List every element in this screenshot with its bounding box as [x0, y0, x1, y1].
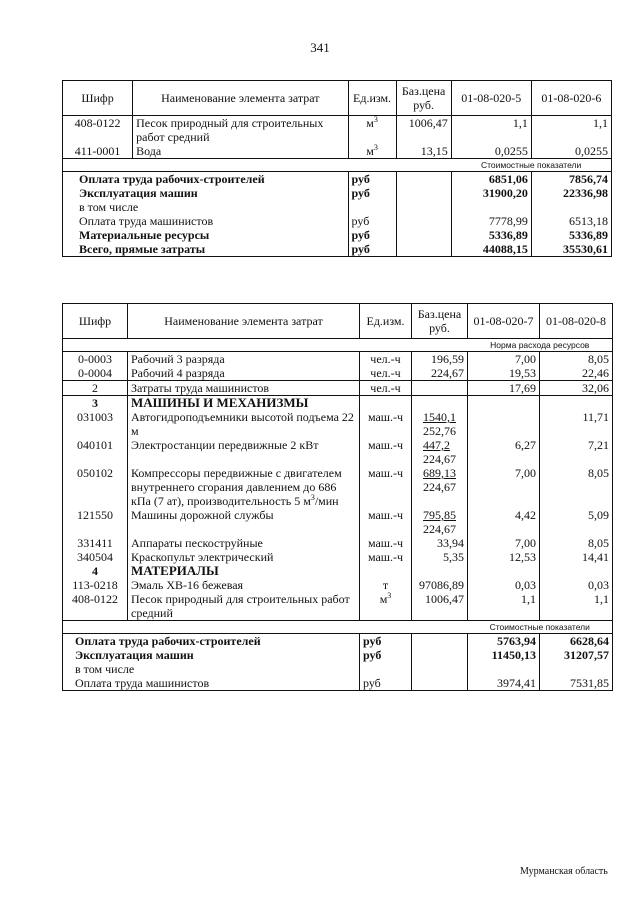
table-row	[63, 438, 613, 466]
value-cell: 8,05	[540, 352, 613, 367]
table-row	[63, 466, 613, 508]
table-row	[63, 592, 613, 621]
name-cell: Электростанции передвижные 2 кВт	[128, 438, 360, 466]
col-header-01-08-020-7: 01-08-020-7	[468, 304, 540, 339]
value-cell: 5336,89	[451, 228, 531, 242]
code-cell: 0-0004	[63, 366, 128, 381]
value-cell: 0,0255	[451, 144, 531, 159]
col-header-code: Шифр	[63, 81, 133, 116]
price-cell: 5,35	[412, 550, 468, 564]
value-cell: 7,00	[468, 466, 540, 508]
code-cell: 4	[63, 564, 128, 578]
name-cell: Песок природный для строительных работ средний	[133, 116, 348, 145]
unit-cell: маш.-ч	[360, 508, 412, 536]
value-cell: 3974,41	[468, 676, 540, 691]
value-cell: 44088,15	[451, 242, 531, 257]
value-cell: 32,06	[540, 381, 613, 396]
code-cell: 0-0003	[63, 352, 128, 367]
code-cell: 408-0122	[63, 592, 128, 621]
value-cell: 1,1	[468, 592, 540, 621]
value-cell: 1,1	[451, 116, 531, 145]
unit-cell: чел.-ч	[360, 352, 412, 367]
price-cell	[412, 396, 468, 411]
table-row	[63, 144, 612, 159]
code-cell: 040101	[63, 438, 128, 466]
footer-region: Мурманская область	[520, 866, 608, 877]
name-cell: Песок природный для строительных работ средний	[128, 592, 360, 621]
name-cell: Краскопульт электрический	[128, 550, 360, 564]
name-cell: Автогидроподъемники высотой подъема 22 м	[128, 410, 360, 438]
price-cell	[412, 648, 468, 662]
value-cell: 35530,61	[531, 242, 611, 257]
unit-cell: $м^3$	[348, 144, 396, 159]
col-header-name: Наименование элемента затрат	[128, 304, 360, 339]
price-cell	[396, 242, 451, 257]
summary-row	[63, 662, 613, 676]
code-cell: 2	[63, 381, 128, 396]
base-price-machinist: 252,76	[423, 424, 456, 438]
cost-indicators-label: Стоимостные показатели	[468, 621, 613, 634]
value-cell: 11,71	[540, 410, 613, 438]
unit-cell: $м^3$	[360, 592, 412, 621]
summary-name: Всего, прямые затраты	[79, 242, 206, 256]
unit-superscript: 3	[373, 115, 378, 124]
base-price: 689,13	[423, 466, 456, 480]
summary-name: в том числе	[79, 200, 139, 214]
price-cell	[412, 381, 468, 396]
col-header-01-08-020-6: 01-08-020-6	[531, 81, 611, 116]
unit-cell	[348, 200, 396, 214]
value-cell	[451, 200, 531, 214]
table-row	[63, 536, 613, 550]
value-cell: 4,42	[468, 508, 540, 536]
value-cell: 12,53	[468, 550, 540, 564]
table-row	[63, 352, 613, 367]
table-row	[63, 410, 613, 438]
unit-cell: маш.-ч	[360, 410, 412, 438]
unit-cell: чел.-ч	[360, 381, 412, 396]
value-cell: 31207,57	[540, 648, 613, 662]
unit-cell	[360, 396, 412, 411]
col-header-price: Баз.цена руб.	[412, 304, 468, 339]
price-cell: 33,94	[412, 536, 468, 550]
value-cell: 6,27	[468, 438, 540, 466]
value-cell: 11450,13	[468, 648, 540, 662]
value-cell: 5763,94	[468, 634, 540, 649]
cost-table-2	[62, 303, 613, 691]
base-price: 795,85	[423, 508, 456, 522]
price-cell	[396, 200, 451, 214]
unit-cell: руб	[348, 186, 396, 200]
value-cell	[468, 410, 540, 438]
value-cell: 6513,18	[531, 214, 611, 228]
value-cell	[540, 662, 613, 676]
unit-cell	[360, 564, 412, 578]
value-cell	[540, 564, 613, 578]
table-row	[63, 550, 613, 564]
unit-cell: руб	[360, 648, 412, 662]
value-cell: 0,03	[468, 578, 540, 592]
resource-norm-label: Норма расхода ресурсов	[468, 339, 613, 352]
table-row	[63, 116, 612, 145]
summary-row	[63, 242, 612, 257]
unit-superscript: 3	[373, 143, 378, 152]
unit-superscript: 3	[387, 591, 392, 600]
table-row	[63, 366, 613, 381]
col-header-01-08-020-8: 01-08-020-8	[540, 304, 613, 339]
value-cell: 0,0255	[531, 144, 611, 159]
value-cell: 5336,89	[531, 228, 611, 242]
name-cell: Затраты труда машинистов	[128, 381, 360, 396]
name-cell: Рабочий 4 разряда	[128, 366, 360, 381]
name-cell: МАШИНЫ И МЕХАНИЗМЫ	[128, 396, 360, 411]
col-header-01-08-020-5: 01-08-020-5	[451, 81, 531, 116]
summary-name: Эксплуатация машин	[75, 648, 194, 662]
summary-name: Оплата труда машинистов	[79, 214, 214, 228]
price-cell	[396, 172, 451, 187]
code-cell: 408-0122	[63, 116, 133, 145]
unit-cell: маш.-ч	[360, 550, 412, 564]
summary-name: Материальные ресурсы	[79, 228, 210, 242]
value-cell: 0,03	[540, 578, 613, 592]
price-cell	[412, 508, 468, 536]
value-cell: 7778,99	[451, 214, 531, 228]
value-cell	[468, 396, 540, 411]
price-cell	[412, 564, 468, 578]
table-row	[63, 564, 613, 578]
summary-name: Эксплуатация машин	[79, 186, 198, 200]
code-cell: 113-0218	[63, 578, 128, 592]
unit-cell: руб	[348, 172, 396, 187]
summary-name: в том числе	[75, 662, 135, 676]
price-cell: 224,67	[412, 366, 468, 381]
name-cell: Компрессоры передвижные с двигателем внутреннего сгорания давлением до 686 кПа (7 ат), производительность 5 $м^3$/мин	[128, 466, 360, 508]
price-cell	[412, 676, 468, 691]
price-cell: 1006,47	[412, 592, 468, 621]
unit-cell: руб	[348, 242, 396, 257]
price-cell	[412, 410, 468, 438]
value-cell: 6628,64	[540, 634, 613, 649]
summary-name: Оплата труда рабочих-строителей	[75, 634, 261, 648]
value-cell	[540, 396, 613, 411]
base-price: 447,2	[423, 438, 450, 452]
value-cell	[468, 564, 540, 578]
value-cell	[531, 200, 611, 214]
unit-cell: маш.-ч	[360, 536, 412, 550]
table-row	[63, 508, 613, 536]
price-cell: 196,59	[412, 352, 468, 367]
name-cell: Вода	[133, 144, 348, 159]
summary-row	[63, 634, 613, 649]
name-cell: МАТЕРИАЛЫ	[128, 564, 360, 578]
name-cell: Аппараты пескоструйные	[128, 536, 360, 550]
price-cell	[412, 662, 468, 676]
value-cell: 1,1	[531, 116, 611, 145]
unit-cell: $м^3$	[348, 116, 396, 145]
price-cell	[412, 634, 468, 649]
value-cell: 8,05	[540, 536, 613, 550]
price-cell: 1006,47	[396, 116, 451, 145]
price-cell: 97086,89	[412, 578, 468, 592]
unit-cell: т	[360, 578, 412, 592]
code-cell: 331411	[63, 536, 128, 550]
name-superscript: 3	[310, 493, 315, 502]
cost-indicators-label: Стоимостные показатели	[451, 159, 611, 172]
unit-cell: маш.-ч	[360, 466, 412, 508]
value-cell: 1,1	[540, 592, 613, 621]
value-cell: 17,69	[468, 381, 540, 396]
code-cell: 340504	[63, 550, 128, 564]
value-cell	[468, 662, 540, 676]
summary-row	[63, 186, 612, 200]
summary-row	[63, 648, 613, 662]
summary-row	[63, 228, 612, 242]
unit-cell: чел.-ч	[360, 366, 412, 381]
code-cell: 3	[63, 396, 128, 411]
code-cell: 411-0001	[63, 144, 133, 159]
value-cell: 6851,06	[451, 172, 531, 187]
value-cell: 14,41	[540, 550, 613, 564]
value-cell: 22,46	[540, 366, 613, 381]
code-cell: 050102	[63, 466, 128, 508]
price-cell	[396, 228, 451, 242]
unit-cell: руб	[360, 634, 412, 649]
summary-row	[63, 200, 612, 214]
unit-cell: руб	[348, 228, 396, 242]
value-cell: 31900,20	[451, 186, 531, 200]
value-cell: 5,09	[540, 508, 613, 536]
unit-cell: маш.-ч	[360, 438, 412, 466]
price-cell	[396, 214, 451, 228]
unit-cell: руб	[348, 214, 396, 228]
base-price-machinist: 224,67	[423, 480, 456, 494]
unit-cell: руб	[360, 676, 412, 691]
price-cell	[412, 438, 468, 466]
value-cell: 7,21	[540, 438, 613, 466]
base-price: 1540,1	[423, 410, 456, 424]
price-cell: 13,15	[396, 144, 451, 159]
table-row	[63, 381, 613, 396]
name-cell: Машины дорожной службы	[128, 508, 360, 536]
page-number: 341	[310, 40, 330, 55]
value-cell: 8,05	[540, 466, 613, 508]
base-price-machinist: 224,67	[423, 452, 456, 466]
price-cell	[396, 186, 451, 200]
name-cell: Рабочий 3 разряда	[128, 352, 360, 367]
table-row	[63, 396, 613, 411]
col-header-unit: Ед.изм.	[348, 81, 396, 116]
value-cell: 7,00	[468, 352, 540, 367]
col-header-name: Наименование элемента затрат	[133, 81, 348, 116]
price-cell	[412, 466, 468, 508]
name-cell: Эмаль ХВ-16 бежевая	[128, 578, 360, 592]
summary-row	[63, 172, 612, 187]
col-header-price: Баз.цена руб.	[396, 81, 451, 116]
code-cell: 121550	[63, 508, 128, 536]
summary-row	[63, 214, 612, 228]
col-header-code: Шифр	[63, 304, 128, 339]
summary-row	[63, 676, 613, 691]
value-cell: 7856,74	[531, 172, 611, 187]
value-cell: 7,00	[468, 536, 540, 550]
value-cell: 22336,98	[531, 186, 611, 200]
summary-name: Оплата труда рабочих-строителей	[79, 172, 265, 186]
table-row	[63, 578, 613, 592]
summary-name: Оплата труда машинистов	[75, 676, 210, 690]
code-cell: 031003	[63, 410, 128, 438]
cost-table-1	[62, 80, 612, 257]
col-header-unit: Ед.изм.	[360, 304, 412, 339]
value-cell: 19,53	[468, 366, 540, 381]
value-cell: 7531,85	[540, 676, 613, 691]
unit-cell	[360, 662, 412, 676]
base-price-machinist: 224,67	[423, 522, 456, 536]
